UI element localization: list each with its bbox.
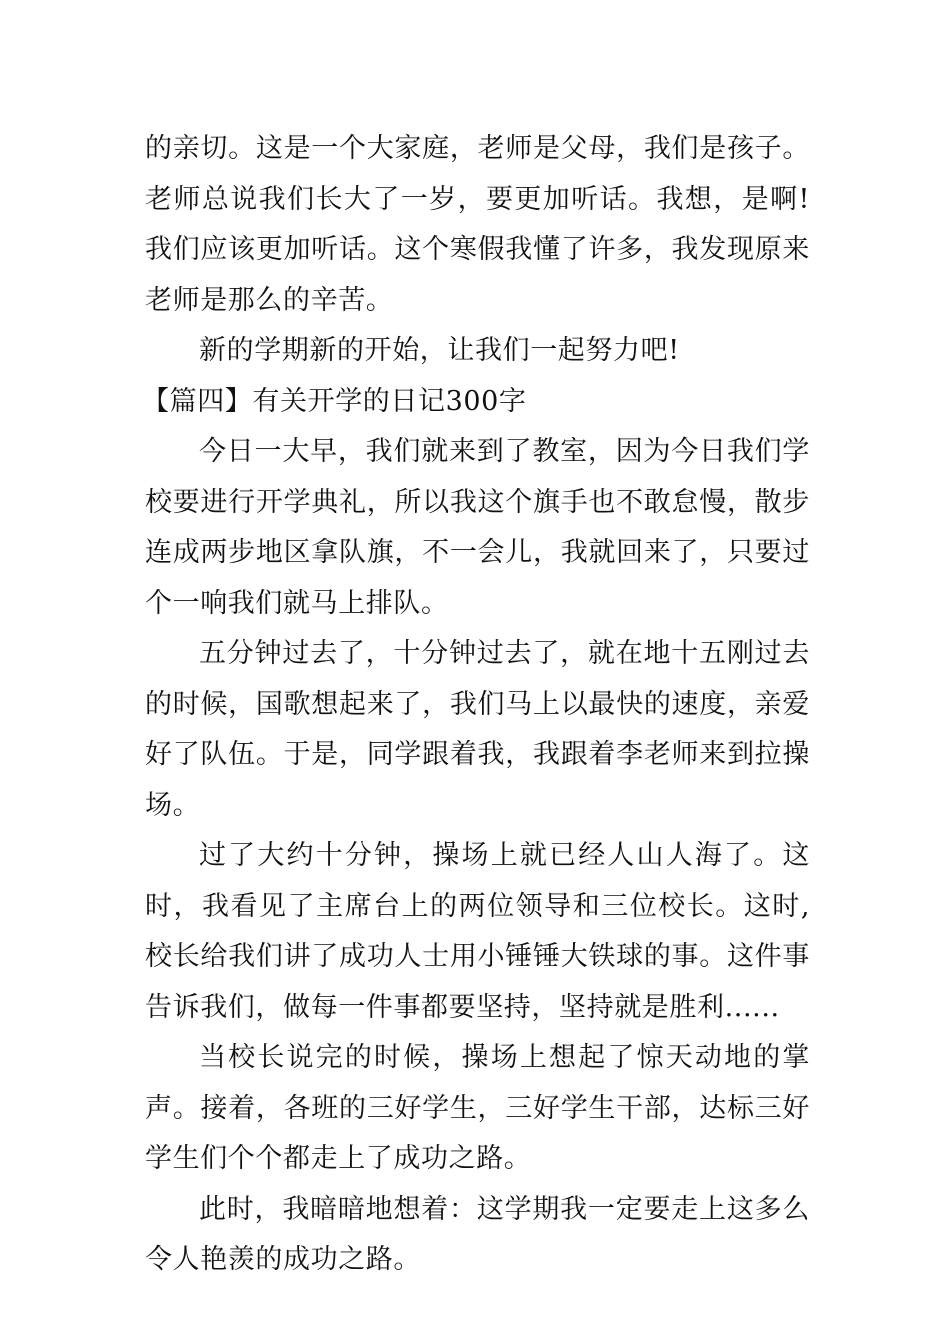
paragraph-3: 过了大约十分钟，操场上就已经人山人海了。这时，我看见了主席台上的两位领导和三位校长。这时,校长给我们讲了成功人士用小锤锤大铁球的事。这件事告诉我们，做每一件事都要坚持，坚持就是胜利...... [145,840,810,1023]
section-heading: 【篇四】有关开学的日记300字 [142,385,527,417]
paragraph-2: 五分钟过去了，十分钟过去了，就在地十五刚过去的时候，国歌想起来了，我们马上以最快的速度，亲爱好了队伍。于是，同学跟着我，我跟着李老师来到拉操场。 [145,638,810,821]
paragraph-closing: 新的学期新的开始，让我们一起努力吧! [199,335,680,366]
document-page [142,124,810,1286]
paragraph-5: 此时，我暗暗地想着：这学期我一定要走上这多么令人艳羡的成功之路。 [145,1193,810,1275]
paragraph-continued: 的亲切。这是一个大家庭，老师是父母，我们是孩子。老师总说我们长大了一岁，要更加听话。我想，是啊!我们应该更加听话。这个寒假我懂了许多，我发现原来老师是那么的辛苦。 [145,133,810,316]
paragraph-4: 当校长说完的时候，操场上想起了惊天动地的掌声。接着，各班的三好学生，三好学生干部，达标三好学生们个个都走上了成功之路。 [145,1042,810,1174]
paragraph-1: 今日一大早，我们就来到了教室，因为今日我们学校要进行开学典礼，所以我这个旗手也不敢怠慢，散步连成两步地区拿队旗，不一会儿，我就回来了，只要过个一响我们就马上排队。 [145,436,810,619]
